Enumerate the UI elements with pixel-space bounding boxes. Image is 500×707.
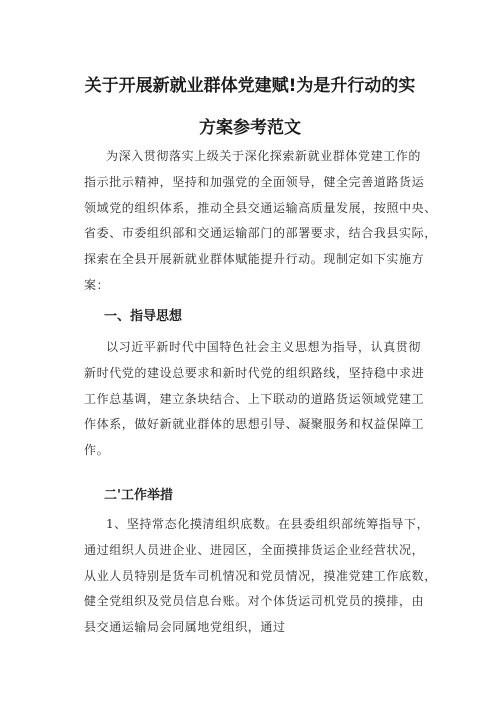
section-heading-work-measures: 二'工作举措 (104, 488, 173, 503)
intro-line: 领域党的组织体系，推动全县交通运输高质量发展，按照中央、 (84, 200, 437, 215)
intro-line: 探索在全县开展新就业群体赋能提升行动。现制定如下实施方 (84, 252, 425, 267)
section2-line: 县交通运输局会同属地党组织，通过 (84, 620, 286, 635)
document-title-line-1: 关于开展新就业群体党建赋!为是升行动的实 (84, 76, 416, 96)
section2-line: 从业人员特别是货车司机情况和党员情况，摸准党建工作底数， (84, 568, 437, 583)
section1-line: 新时代党的建设总要求和新时代党的组织路线，坚持稳中求进 (84, 365, 425, 380)
intro-line: 省委、市委组织部和交通运输部门的部署要求，结合我县实际， (84, 226, 437, 241)
intro-paragraph (84, 144, 437, 299)
section1-paragraph (84, 335, 424, 464)
section1-line: 作体系，做好新就业群体的思想引导、凝聚服务和权益保障工 (84, 417, 425, 432)
section2-line: 1、坚持常态化摸清组织底数。在县委组织部统筹指导下， (106, 517, 430, 531)
section-heading-guiding-thought: 一、指导思想 (104, 309, 183, 324)
section1-line: 以习近平新时代中国特色社会主义思想为指导，认真贯彻 (106, 340, 422, 354)
section1-line: 作。 (84, 443, 110, 458)
intro-line: 指示批示精神，坚持和加强党的全面领导，健全完善道路货运 (84, 174, 425, 189)
intro-line: 案： (84, 277, 110, 292)
document-title-line-2: 方案参考范文 (199, 118, 301, 138)
section2-line: 健全党组织及党员信息台账。对个体货运司机党员的摸排，由 (84, 594, 425, 609)
intro-line: 为深入贯彻落实上级关于深化探索新就业群体党建工作的 (106, 149, 422, 163)
section2-line: 通过组织人员进企业、进园区，全面摸排货运企业经营状况， (84, 542, 425, 557)
section1-line: 工作总基调，建立条块结合、上下联动的道路货运领域党建工 (84, 391, 425, 406)
section2-paragraph (84, 512, 437, 641)
